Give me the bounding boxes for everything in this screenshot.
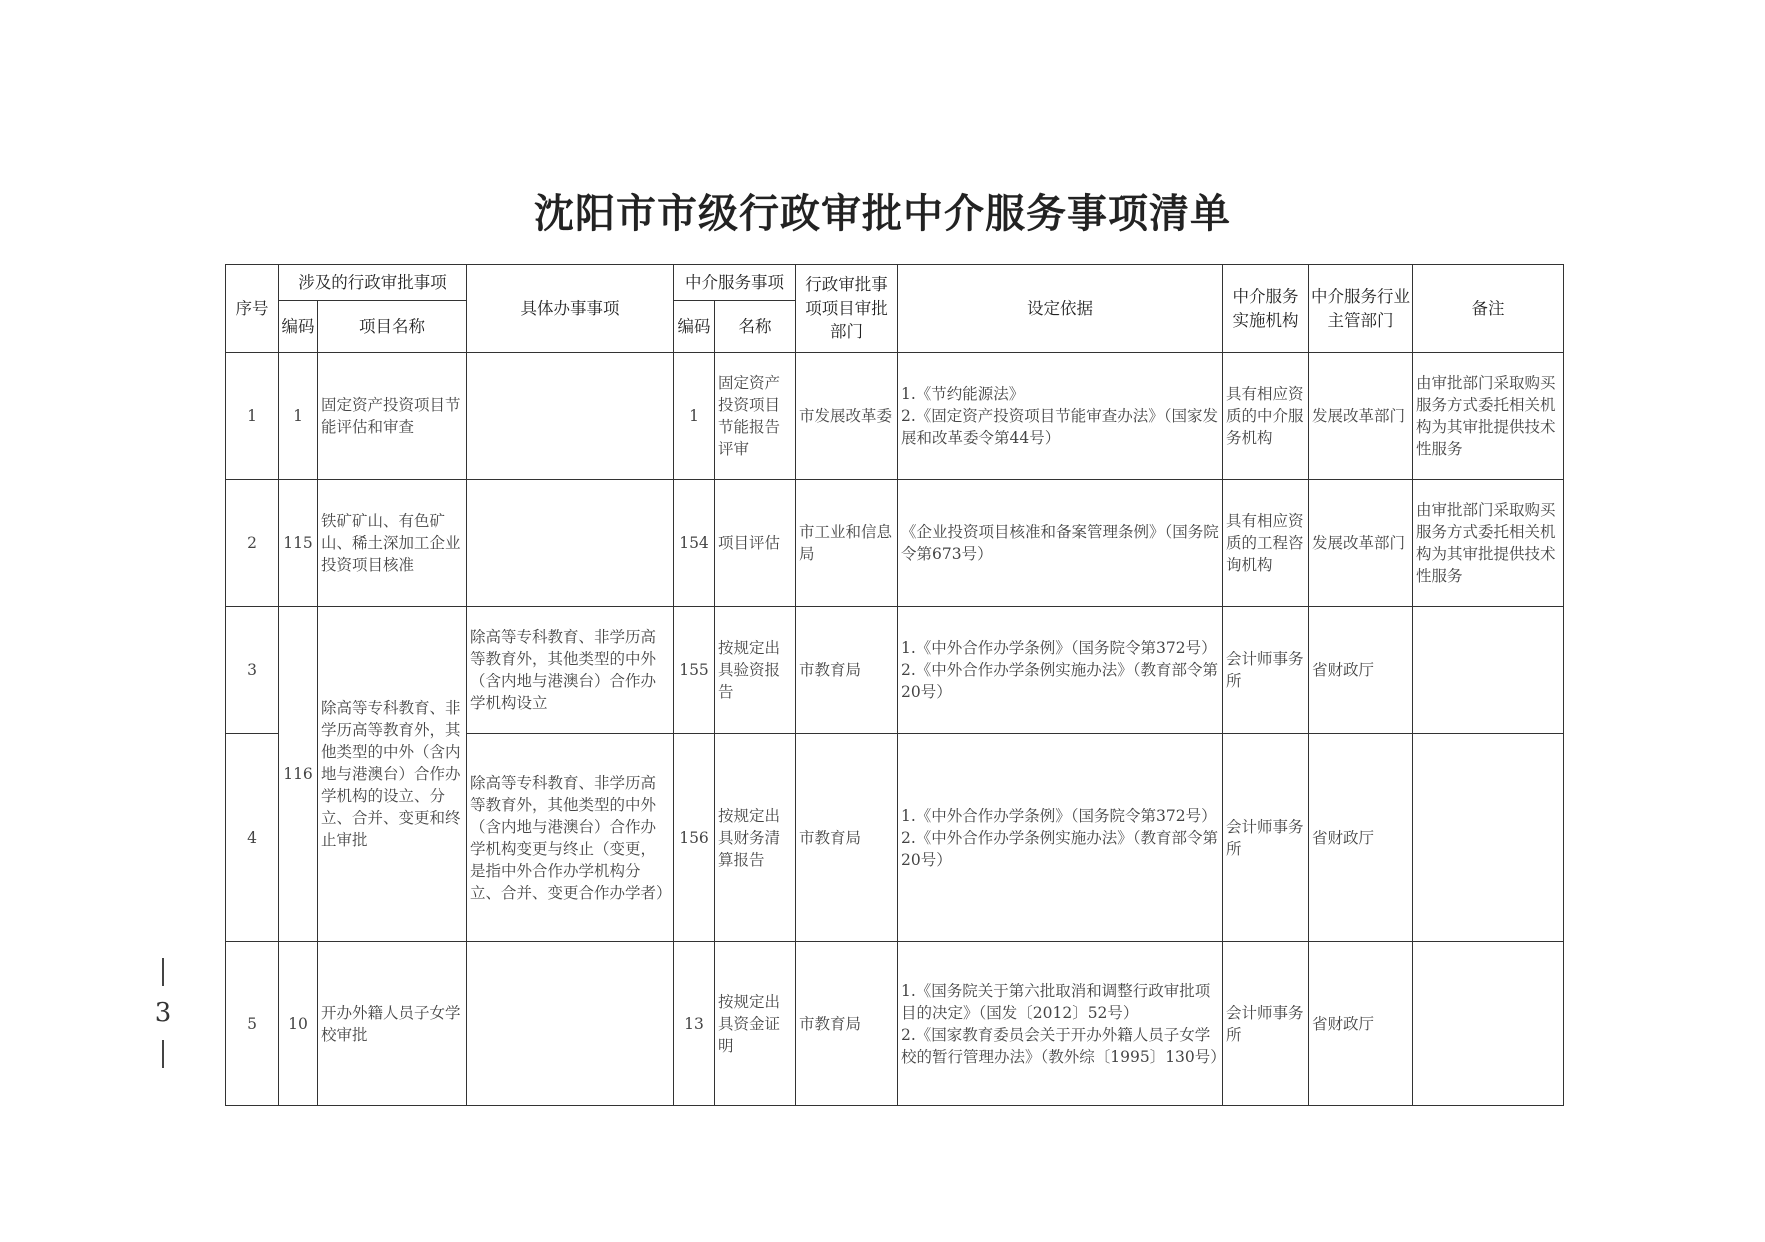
header-remark: 备注	[1413, 265, 1564, 353]
table-row	[226, 480, 1564, 607]
cell-authority: 省财政厅	[1309, 607, 1413, 734]
cell-basis	[898, 734, 1223, 942]
basis-line: 《企业投资项目核准和备案管理条例》（国务院令第673号）	[901, 523, 1219, 563]
cell-service-name: 按规定出具财务清算报告	[715, 734, 796, 942]
cell-service-code: 156	[674, 734, 715, 942]
cell-org: 会计师事务所	[1223, 607, 1309, 734]
header-basis: 设定依据	[898, 265, 1223, 353]
cell-service-name: 按规定出具验资报告	[715, 607, 796, 734]
page-number-value: 3	[154, 998, 172, 1028]
service-list-table	[225, 264, 1564, 1106]
header-org: 中介服务实施机构	[1223, 265, 1309, 353]
cell-service-name: 固定资产投资项目节能报告评审	[715, 353, 796, 480]
cell-service-code: 13	[674, 942, 715, 1106]
table-row	[226, 353, 1564, 480]
cell-remark: 由审批部门采取购买服务方式委托相关机构为其审批提供技术性服务	[1413, 480, 1564, 607]
cell-remark	[1413, 607, 1564, 734]
cell-remark: 由审批部门采取购买服务方式委托相关机构为其审批提供技术性服务	[1413, 353, 1564, 480]
cell-specific	[467, 480, 674, 607]
cell-approval-code: 1	[279, 353, 318, 480]
page-title: 沈阳市市级行政审批中介服务事项清单	[534, 190, 1231, 237]
basis-line: 1.《国务院关于第六批取消和调整行政审批项目的决定》（国发〔2012〕52号）	[901, 981, 1211, 1022]
cell-org: 具有相应资质的工程咨询机构	[1223, 480, 1309, 607]
cell-approval-code: 116	[279, 607, 318, 942]
cell-dept: 市发展改革委	[796, 353, 898, 480]
table-row	[226, 607, 1564, 734]
cell-remark	[1413, 734, 1564, 942]
cell-seq: 4	[226, 734, 279, 942]
basis-line: 2.《国家教育委员会关于开办外籍人员子女学校的暂行管理办法》（教外综〔1995〕130号）	[901, 1025, 1226, 1066]
cell-approval-name: 固定资产投资项目节能评估和审查	[318, 353, 467, 480]
page-number-dash	[162, 1040, 164, 1068]
cell-approval-code: 10	[279, 942, 318, 1106]
header-approval-name: 项目名称	[318, 301, 467, 353]
header-service-name: 名称	[715, 301, 796, 353]
page-number-dash	[162, 958, 164, 986]
cell-basis	[898, 353, 1223, 480]
cell-authority: 省财政厅	[1309, 942, 1413, 1106]
cell-seq: 1	[226, 353, 279, 480]
cell-dept: 市教育局	[796, 607, 898, 734]
table-row	[226, 942, 1564, 1106]
cell-authority: 发展改革部门	[1309, 480, 1413, 607]
cell-authority: 省财政厅	[1309, 734, 1413, 942]
cell-authority: 发展改革部门	[1309, 353, 1413, 480]
cell-service-code: 155	[674, 607, 715, 734]
cell-specific	[467, 353, 674, 480]
cell-org: 会计师事务所	[1223, 942, 1309, 1106]
cell-specific: 除高等专科教育、非学历高等教育外，其他类型的中外（含内地与港澳台）合作办学机构设立	[467, 607, 674, 734]
basis-line: 2.《中外合作办学条例实施办法》（教育部令第20号）	[901, 828, 1219, 869]
cell-service-name: 项目评估	[715, 480, 796, 607]
cell-service-name: 按规定出具资金证明	[715, 942, 796, 1106]
cell-dept: 市教育局	[796, 942, 898, 1106]
cell-seq: 5	[226, 942, 279, 1106]
basis-line: 1.《节约能源法》	[901, 385, 1025, 403]
cell-approval-name: 除高等专科教育、非学历高等教育外，其他类型的中外（含内地与港澳台）合作办学机构的设立、分立、合并、变更和终止审批	[318, 607, 467, 942]
cell-basis	[898, 942, 1226, 1106]
header-dept: 行政审批事项项目审批部门	[796, 265, 898, 353]
page-number	[152, 958, 174, 1068]
basis-line: 2.《中外合作办学条例实施办法》（教育部令第20号）	[901, 661, 1219, 701]
cell-service-code: 154	[674, 480, 715, 607]
basis-line: 2.《固定资产投资项目节能审查办法》（国家发展和改革委令第44号）	[901, 407, 1219, 447]
cell-org: 具有相应资质的中介服务机构	[1223, 353, 1309, 480]
cell-service-code: 1	[674, 353, 715, 480]
cell-approval-code: 115	[279, 480, 318, 607]
cell-seq: 3	[226, 607, 279, 734]
header-specific: 具体办事事项	[467, 265, 674, 353]
cell-specific	[467, 942, 674, 1106]
basis-line: 1.《中外合作办学条例》（国务院令第372号）	[901, 639, 1217, 657]
cell-specific: 除高等专科教育、非学历高等教育外，其他类型的中外（含内地与港澳台）合作办学机构变更与终止（变更，是指中外合作办学机构分立、合并、变更合作办学者）	[467, 734, 674, 942]
cell-org: 会计师事务所	[1223, 734, 1309, 942]
cell-approval-name: 开办外籍人员子女学校审批	[318, 942, 467, 1106]
cell-approval-name: 铁矿矿山、有色矿山、稀土深加工企业投资项目核准	[318, 480, 467, 607]
cell-dept: 市工业和信息局	[796, 480, 898, 607]
header-approval-code: 编码	[279, 301, 318, 353]
header-authority: 中介服务行业主管部门	[1309, 265, 1413, 353]
cell-dept: 市教育局	[796, 734, 898, 942]
header-approval-group: 涉及的行政审批事项	[279, 265, 467, 301]
header-service-group: 中介服务事项	[674, 265, 796, 301]
cell-remark	[1413, 942, 1564, 1106]
header-seq: 序号	[226, 265, 279, 353]
basis-line: 1.《中外合作办学条例》（国务院令第372号）	[901, 806, 1217, 825]
cell-seq: 2	[226, 480, 279, 607]
cell-basis	[898, 607, 1223, 734]
cell-basis	[898, 480, 1223, 607]
header-service-code: 编码	[674, 301, 715, 353]
